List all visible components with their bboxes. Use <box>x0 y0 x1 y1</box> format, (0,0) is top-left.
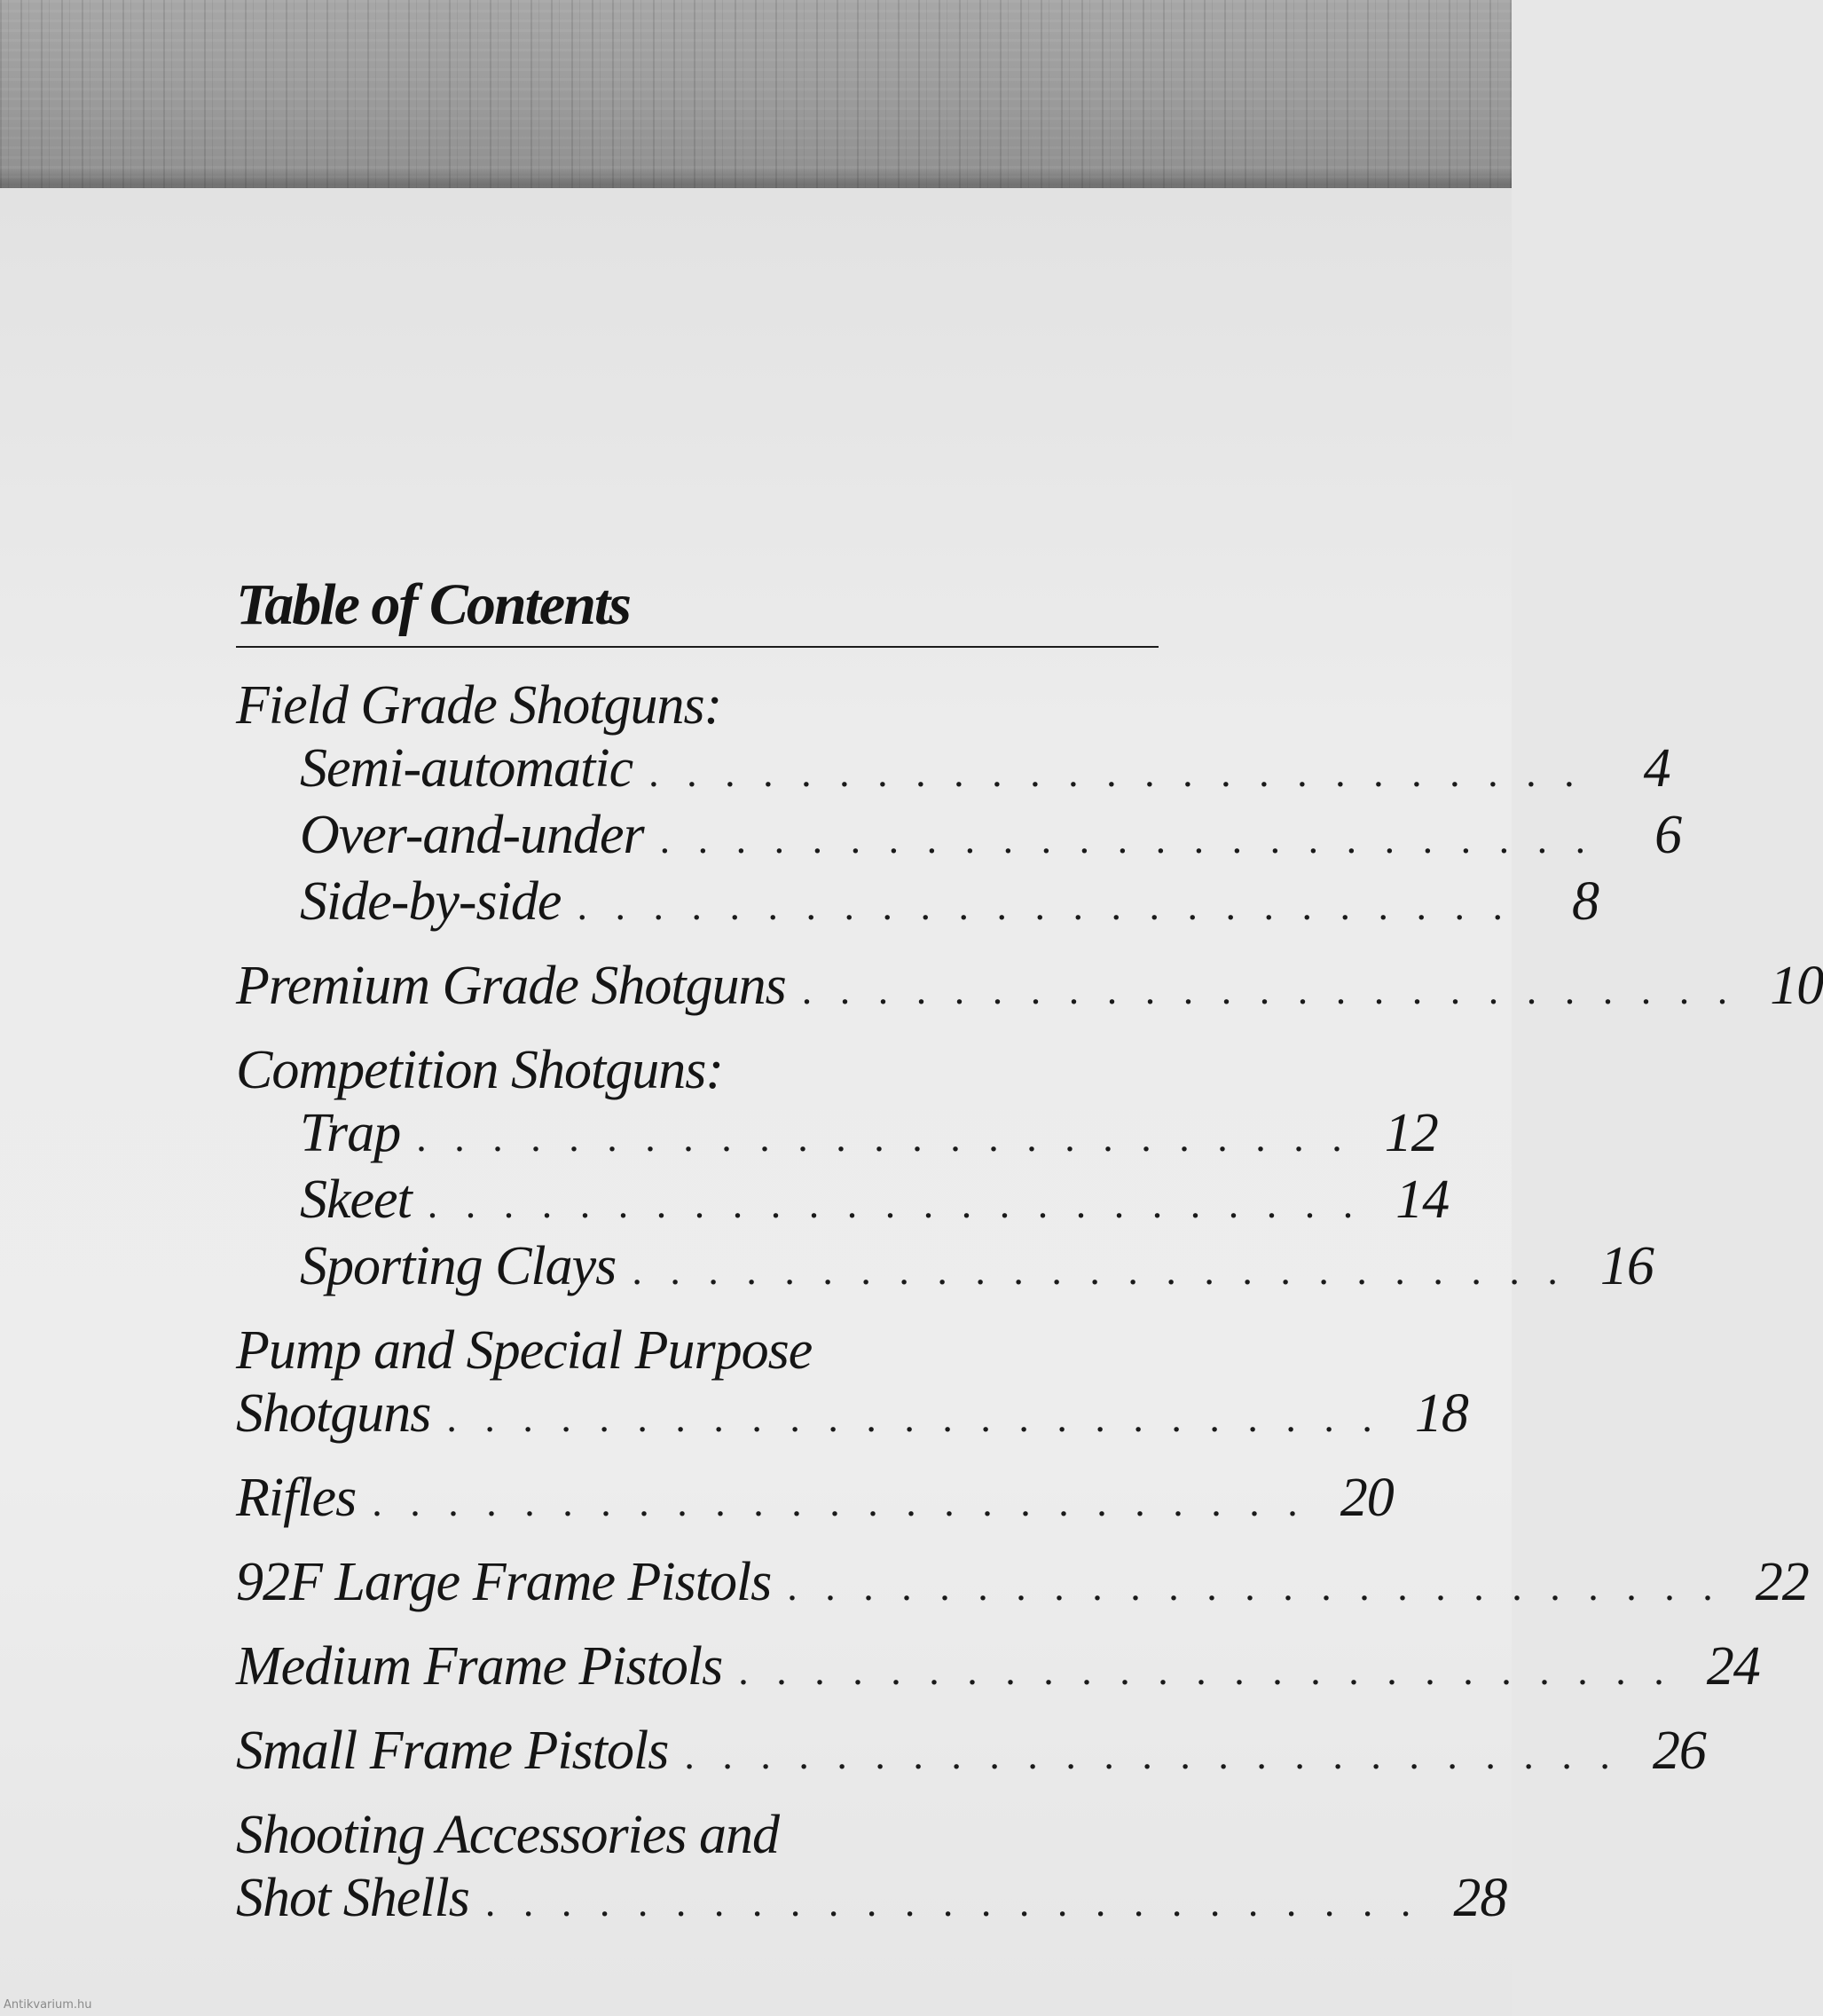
toc-page-number: 12 <box>1384 1103 1438 1163</box>
toc-entry <box>236 1635 1760 1702</box>
toc-entry-label: Rifles <box>236 1468 357 1528</box>
toc-heading: Competition Shotguns: <box>236 1040 724 1100</box>
dot-leader: . . . . . . . . . . . . . . . . . . . . . . . . . <box>801 967 1737 1012</box>
toc-entry <box>236 1720 1706 1786</box>
toc-page-number: 10 <box>1770 956 1823 1016</box>
toc-entry <box>236 1382 1468 1449</box>
toc-section-small <box>236 1720 1706 1786</box>
toc-page-number: 28 <box>1453 1868 1507 1928</box>
toc-section-pump <box>236 1319 1468 1449</box>
toc-entry-label: Over-and-under <box>300 805 644 865</box>
watermark: Antikvarium.hu <box>4 1998 92 2012</box>
toc-entry <box>236 1467 1394 1533</box>
toc-entry-label: Medium Frame Pistols <box>236 1636 723 1697</box>
toc-entry-label: Side-by-side <box>300 871 562 932</box>
dot-leader: . . . . . . . . . . . . . . . . . . . . . . . . . <box>416 1114 1351 1160</box>
toc-page-number: 14 <box>1395 1169 1450 1230</box>
toc-entry-label: Skeet <box>300 1169 412 1230</box>
toc-page-number: 20 <box>1340 1468 1394 1528</box>
dot-leader: . . . . . . . . . . . . . . . . . . . . . . . . . <box>577 883 1512 928</box>
dot-leader: . . . . . . . . . . . . . . . . . . . . . . . . . <box>648 750 1583 795</box>
dot-leader: . . . . . . . . . . . . . . . . . . . . . . . . . <box>484 1879 1420 1925</box>
toc-page-number: 24 <box>1706 1636 1760 1697</box>
toc-entry <box>236 1169 1450 1235</box>
toc-entry <box>236 737 1670 804</box>
dot-leader: . . . . . . . . . . . . . . . . . . . . . . . . . <box>738 1648 1673 1693</box>
toc-entry-label: Sporting Clays <box>300 1236 617 1296</box>
toc-section-competition <box>236 1039 1654 1302</box>
toc-page-number: 4 <box>1643 738 1670 799</box>
toc-page-number: 26 <box>1652 1721 1706 1781</box>
toc-heading: Field Grade Shotguns: <box>236 675 722 736</box>
dot-leader: . . . . . . . . . . . . . . . . . . . . . . . . . <box>632 1248 1567 1293</box>
toc-page-number: 8 <box>1571 871 1599 932</box>
table-of-contents <box>236 568 1823 1951</box>
dot-leader: . . . . . . . . . . . . . . . . . . . . . . . . . <box>684 1732 1619 1777</box>
toc-section-medium <box>236 1635 1760 1702</box>
toc-heading: Pump and Special Purpose <box>236 1320 813 1381</box>
toc-section-92f <box>236 1551 1809 1618</box>
toc-section-rifles <box>236 1467 1394 1533</box>
toc-section-premium <box>236 955 1823 1021</box>
toc-page-number: 22 <box>1755 1552 1809 1612</box>
toc-entry-label: Small Frame Pistols <box>236 1721 669 1781</box>
toc-entry-label: Trap <box>300 1103 401 1163</box>
toc-entry-label: 92F Large Frame Pistols <box>236 1552 772 1612</box>
toc-entry <box>236 870 1599 937</box>
toc-page-number: 18 <box>1414 1383 1468 1444</box>
toc-entry-label: Premium Grade Shotguns <box>236 956 786 1016</box>
toc-entry <box>236 1235 1654 1302</box>
toc-section-field-grade <box>236 674 1682 937</box>
dot-leader: . . . . . . . . . . . . . . . . . . . . . . . . . <box>446 1395 1381 1440</box>
dot-leader: . . . . . . . . . . . . . . . . . . . . . . . . . <box>427 1181 1363 1226</box>
toc-page-number: 16 <box>1599 1236 1654 1296</box>
toc-title: Table of Contents <box>236 572 630 637</box>
toc-entry <box>236 804 1682 870</box>
toc-entry-label: Semi-automatic <box>300 738 633 799</box>
toc-entry-label: Shotguns <box>236 1383 431 1444</box>
toc-entry <box>236 1102 1438 1169</box>
toc-entry <box>236 1867 1507 1933</box>
page-edge-shadow <box>0 169 1512 188</box>
toc-entry-label: Shot Shells <box>236 1868 469 1928</box>
dot-leader: . . . . . . . . . . . . . . . . . . . . . . . . . <box>787 1563 1722 1609</box>
wall-background <box>0 0 1512 188</box>
toc-heading: Shooting Accessories and <box>236 1805 780 1865</box>
title-rule <box>236 646 1159 648</box>
toc-entry <box>236 1551 1809 1618</box>
toc-section-accessories <box>236 1804 1507 1933</box>
dot-leader: . . . . . . . . . . . . . . . . . . . . . . . . . <box>659 816 1595 862</box>
toc-entry <box>236 955 1823 1021</box>
toc-page-number: 6 <box>1654 805 1682 865</box>
dot-leader: . . . . . . . . . . . . . . . . . . . . . . . . . <box>372 1479 1307 1524</box>
